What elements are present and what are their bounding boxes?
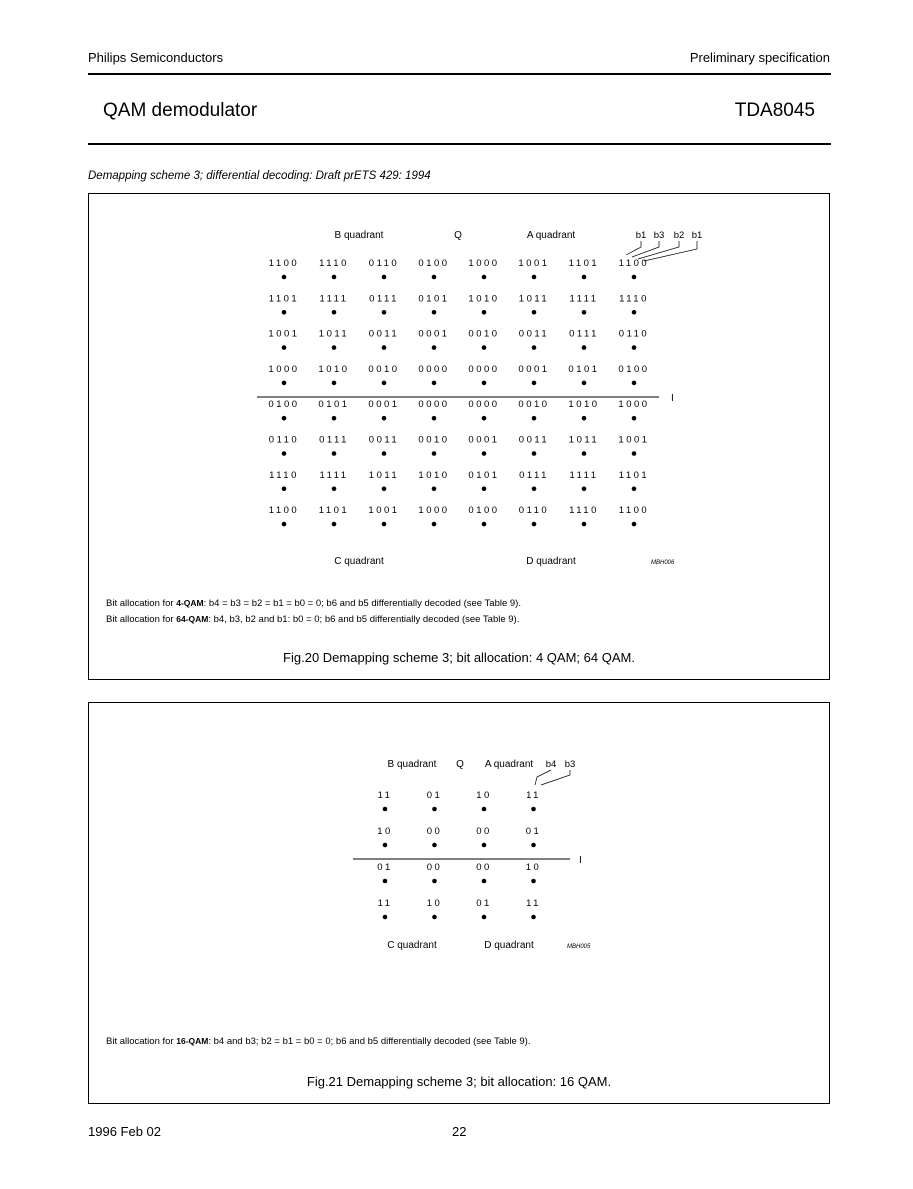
- constellation-point: [531, 879, 536, 884]
- constellation-code-label: 1001: [368, 505, 400, 517]
- constellation-point: [382, 451, 387, 456]
- constellation-code-label: 0010: [468, 328, 500, 340]
- constellation-code-label: 1110: [619, 293, 649, 305]
- constellation-code-label: 0111: [519, 469, 549, 481]
- constellation-point: [382, 487, 387, 492]
- constellation-code-label: 10: [426, 898, 443, 909]
- title-rule: [88, 143, 831, 145]
- constellation-code-label: 1110: [269, 469, 299, 481]
- constellation-point: [532, 487, 537, 492]
- constellation-point: [532, 522, 537, 527]
- constellation-point: [332, 381, 337, 386]
- constellation-code-label: 1100: [268, 505, 300, 517]
- constellation-point: [532, 345, 537, 350]
- constellation-code-label: 11: [377, 790, 393, 801]
- constellation-code-label: 0110: [268, 434, 300, 446]
- constellation-code-label: 0010: [418, 434, 450, 446]
- figure-code: MBH006: [651, 560, 675, 566]
- constellation-code-label: 1100: [268, 258, 300, 269]
- constellation-code-label: 1010: [418, 469, 450, 481]
- constellation-point: [432, 310, 437, 315]
- constellation-code-label: 0111: [319, 434, 349, 446]
- constellation-point: [632, 451, 637, 456]
- constellation-code-label: 1110: [319, 258, 349, 269]
- i-axis-label: I: [671, 393, 674, 404]
- constellation-point: [482, 843, 487, 848]
- constellation-code-label: 1010: [468, 293, 500, 305]
- constellation-point: [382, 310, 387, 315]
- constellation-code-label: 0101: [418, 293, 450, 305]
- constellation-point: [482, 381, 487, 386]
- bit-label-b2: b2: [673, 230, 685, 241]
- constellation-point: [382, 416, 387, 421]
- constellation-point: [432, 345, 437, 350]
- constellation-point: [332, 416, 337, 421]
- constellation-code-label: 0001: [418, 328, 450, 340]
- constellation-point: [282, 310, 287, 315]
- constellation-code-label: 1000: [418, 505, 450, 517]
- constellation-point: [531, 843, 536, 848]
- constellation-code-label: 0100: [468, 505, 500, 517]
- figure-20-box: [88, 193, 830, 680]
- constellation-code-label: 0011: [368, 328, 400, 340]
- constellation-point: [582, 345, 587, 350]
- constellation-point: [282, 275, 287, 280]
- constellation-point: [432, 487, 437, 492]
- constellation-code-label: 1110: [569, 505, 599, 517]
- constellation-point: [582, 522, 587, 527]
- company-name: Philips Semiconductors: [88, 50, 224, 65]
- constellation-code-label: 0100: [418, 258, 450, 269]
- constellation-point: [332, 345, 337, 350]
- q-axis-label: Q: [454, 230, 462, 241]
- constellation-point: [432, 807, 437, 812]
- constellation-code-label: 1011: [368, 469, 400, 481]
- constellation-point: [383, 879, 388, 884]
- constellation-point: [432, 879, 437, 884]
- constellation-code-label: 0100: [268, 399, 300, 411]
- bit-label-b1b: b1: [691, 230, 703, 241]
- note-16qam: Bit allocation for 16-QAM: b4 and b3; b2 = b1 = b0 = 0; b6 and b5 differentially decoded (see Table 9).: [106, 1036, 531, 1047]
- constellation-point: [382, 522, 387, 527]
- constellation-code-label: 0010: [368, 363, 400, 375]
- document-status: Preliminary specification: [689, 50, 830, 65]
- constellation-point: [432, 275, 437, 280]
- constellation-code-label: 00: [476, 826, 492, 837]
- constellation-code-label: 00: [476, 862, 492, 873]
- bit-label-b4: b4: [545, 759, 557, 770]
- constellation-point: [632, 487, 637, 492]
- constellation-code-label: 1111: [319, 293, 349, 305]
- constellation-point: [632, 310, 637, 315]
- note-64qam: Bit allocation for 64-QAM: b4, b3, b2 and b1: b0 = 0; b6 and b5 differentially decoded (see Table 9).: [106, 614, 520, 625]
- constellation-point: [332, 522, 337, 527]
- constellation-code-label: 0111: [569, 328, 599, 340]
- constellation-point: [532, 416, 537, 421]
- constellation-point: [582, 487, 587, 492]
- constellation-code-label: 1010: [318, 363, 350, 375]
- constellation-code-label: 11: [526, 898, 541, 909]
- constellation-code-label: 0110: [368, 258, 400, 269]
- constellation-point: [582, 381, 587, 386]
- constellation-point: [582, 451, 587, 456]
- constellation-point: [432, 843, 437, 848]
- constellation-code-label: 00: [426, 862, 443, 873]
- constellation-code-label: 0101: [468, 469, 500, 481]
- constellation-code-label: 1101: [318, 505, 350, 517]
- constellation-point: [332, 275, 337, 280]
- constellation-point: [482, 310, 487, 315]
- constellation-code-label: 1101: [268, 293, 300, 305]
- section-heading: Demapping scheme 3; differential decoding: Draft prETS 429: 1994: [88, 170, 431, 182]
- constellation-code-label: 1100: [618, 505, 650, 517]
- constellation-point: [482, 416, 487, 421]
- c-quadrant-label: C quadrant: [334, 556, 384, 567]
- constellation-code-label: 1000: [618, 399, 650, 411]
- constellation-code-label: 1001: [268, 328, 300, 340]
- figure-20-caption: Fig.20 Demapping scheme 3; bit allocation: 4 QAM; 64 QAM.: [283, 650, 635, 665]
- constellation-code-label: 1111: [569, 469, 599, 481]
- constellation-code-label: 0011: [518, 434, 550, 446]
- header-rule: [88, 73, 831, 75]
- document-title: QAM demodulator: [103, 100, 258, 121]
- constellation-point: [632, 275, 637, 280]
- constellation-code-label: 1000: [268, 363, 300, 375]
- constellation-code-label: 1111: [319, 469, 349, 481]
- constellation-point: [382, 345, 387, 350]
- constellation-code-label: 1000: [468, 258, 500, 269]
- constellation-code-label: 1011: [318, 328, 350, 340]
- b-quadrant-label: B quadrant: [334, 230, 384, 241]
- constellation-point: [432, 522, 437, 527]
- i-axis-label: I: [579, 855, 582, 866]
- constellation-code-label: 1101: [568, 258, 600, 269]
- constellation-code-label: 0001: [518, 363, 550, 375]
- constellation-code-label: 0000: [468, 399, 500, 411]
- constellation-point: [482, 451, 487, 456]
- figure-20-constellation: [268, 258, 649, 526]
- constellation-point: [532, 275, 537, 280]
- constellation-point: [482, 522, 487, 527]
- constellation-code-label: 0110: [618, 328, 650, 340]
- constellation-code-label: 01: [377, 862, 393, 873]
- constellation-code-label: 0001: [468, 434, 500, 446]
- constellation-point: [632, 416, 637, 421]
- part-number: TDA8045: [734, 100, 815, 121]
- constellation-point: [582, 416, 587, 421]
- constellation-point: [382, 275, 387, 280]
- constellation-point: [282, 487, 287, 492]
- constellation-point: [532, 310, 537, 315]
- constellation-code-label: 1011: [568, 434, 600, 446]
- constellation-point: [531, 807, 536, 812]
- constellation-code-label: 10: [377, 826, 393, 837]
- constellation-code-label: 0111: [369, 293, 399, 305]
- constellation-code-label: 0000: [468, 363, 500, 375]
- constellation-point: [282, 416, 287, 421]
- b-quadrant-label: B quadrant: [387, 759, 437, 770]
- constellation-code-label: 00: [426, 826, 443, 837]
- constellation-code-label: 1001: [518, 258, 550, 269]
- constellation-point: [432, 416, 437, 421]
- constellation-point: [482, 807, 487, 812]
- footer-date: 1996 Feb 02: [88, 1124, 162, 1139]
- constellation-code-label: 01: [426, 790, 443, 801]
- constellation-code-label: 10: [525, 862, 542, 873]
- constellation-code-label: 11: [526, 790, 541, 801]
- d-quadrant-label: D quadrant: [484, 940, 534, 951]
- constellation-code-label: 01: [476, 898, 492, 909]
- constellation-point: [332, 310, 337, 315]
- constellation-code-label: 1001: [618, 434, 650, 446]
- constellation-point: [332, 451, 337, 456]
- constellation-point: [482, 487, 487, 492]
- constellation-code-label: 0000: [418, 399, 450, 411]
- constellation-code-label: 0101: [568, 363, 600, 375]
- constellation-point: [582, 310, 587, 315]
- bit-label-b1: b1: [635, 230, 647, 241]
- constellation-point: [632, 522, 637, 527]
- constellation-code-label: 01: [525, 826, 542, 837]
- constellation-code-label: 0101: [318, 399, 350, 411]
- constellation-point: [482, 915, 487, 920]
- constellation-code-label: 0100: [618, 363, 650, 375]
- constellation-point: [632, 381, 637, 386]
- note-4qam: Bit allocation for 4-QAM: b4 = b3 = b2 = b1 = b0 = 0; b6 and b5 differentially decoded (see Table 9).: [106, 598, 521, 609]
- constellation-code-label: 1010: [568, 399, 600, 411]
- constellation-point: [383, 843, 388, 848]
- constellation-point: [282, 522, 287, 527]
- constellation-point: [482, 879, 487, 884]
- constellation-point: [531, 915, 536, 920]
- constellation-code-label: 0011: [518, 328, 550, 340]
- c-quadrant-label: C quadrant: [387, 940, 437, 951]
- constellation-point: [432, 381, 437, 386]
- constellation-point: [383, 807, 388, 812]
- constellation-code-label: 0110: [518, 505, 550, 517]
- bit-label-b3: b3: [653, 230, 665, 241]
- constellation-point: [532, 381, 537, 386]
- bit-label-b3: b3: [564, 759, 576, 770]
- q-axis-label: Q: [456, 759, 464, 770]
- constellation-code-label: 1111: [569, 293, 599, 305]
- constellation-point: [532, 451, 537, 456]
- constellation-point: [482, 345, 487, 350]
- constellation-point: [282, 381, 287, 386]
- constellation-code-label: 0001: [368, 399, 400, 411]
- constellation-code-label: 10: [476, 790, 492, 801]
- constellation-point: [332, 487, 337, 492]
- figure-21-caption: Fig.21 Demapping scheme 3; bit allocation: 16 QAM.: [306, 1074, 612, 1089]
- constellation-code-label: 0010: [518, 399, 550, 411]
- constellation-point: [432, 451, 437, 456]
- figure-21-constellation: [377, 790, 541, 919]
- a-quadrant-label: A quadrant: [526, 230, 576, 241]
- d-quadrant-label: D quadrant: [526, 556, 576, 567]
- constellation-code-label: 1101: [618, 469, 650, 481]
- constellation-point: [632, 345, 637, 350]
- constellation-code-label: 1011: [518, 293, 550, 305]
- figure-21-box: [88, 702, 830, 1104]
- constellation-point: [383, 915, 388, 920]
- bit-leader-lines: [535, 770, 570, 785]
- figure-code: MBH005: [567, 944, 591, 950]
- constellation-point: [482, 275, 487, 280]
- a-quadrant-label: A quadrant: [484, 759, 534, 770]
- constellation-point: [282, 345, 287, 350]
- constellation-point: [582, 275, 587, 280]
- constellation-code-label: 0011: [368, 434, 400, 446]
- constellation-code-label: 11: [377, 898, 393, 909]
- constellation-point: [282, 451, 287, 456]
- constellation-point: [432, 915, 437, 920]
- constellation-point: [382, 381, 387, 386]
- constellation-code-label: 1100: [618, 258, 650, 269]
- constellation-code-label: 0000: [418, 363, 450, 375]
- page-number: 22: [452, 1124, 467, 1139]
